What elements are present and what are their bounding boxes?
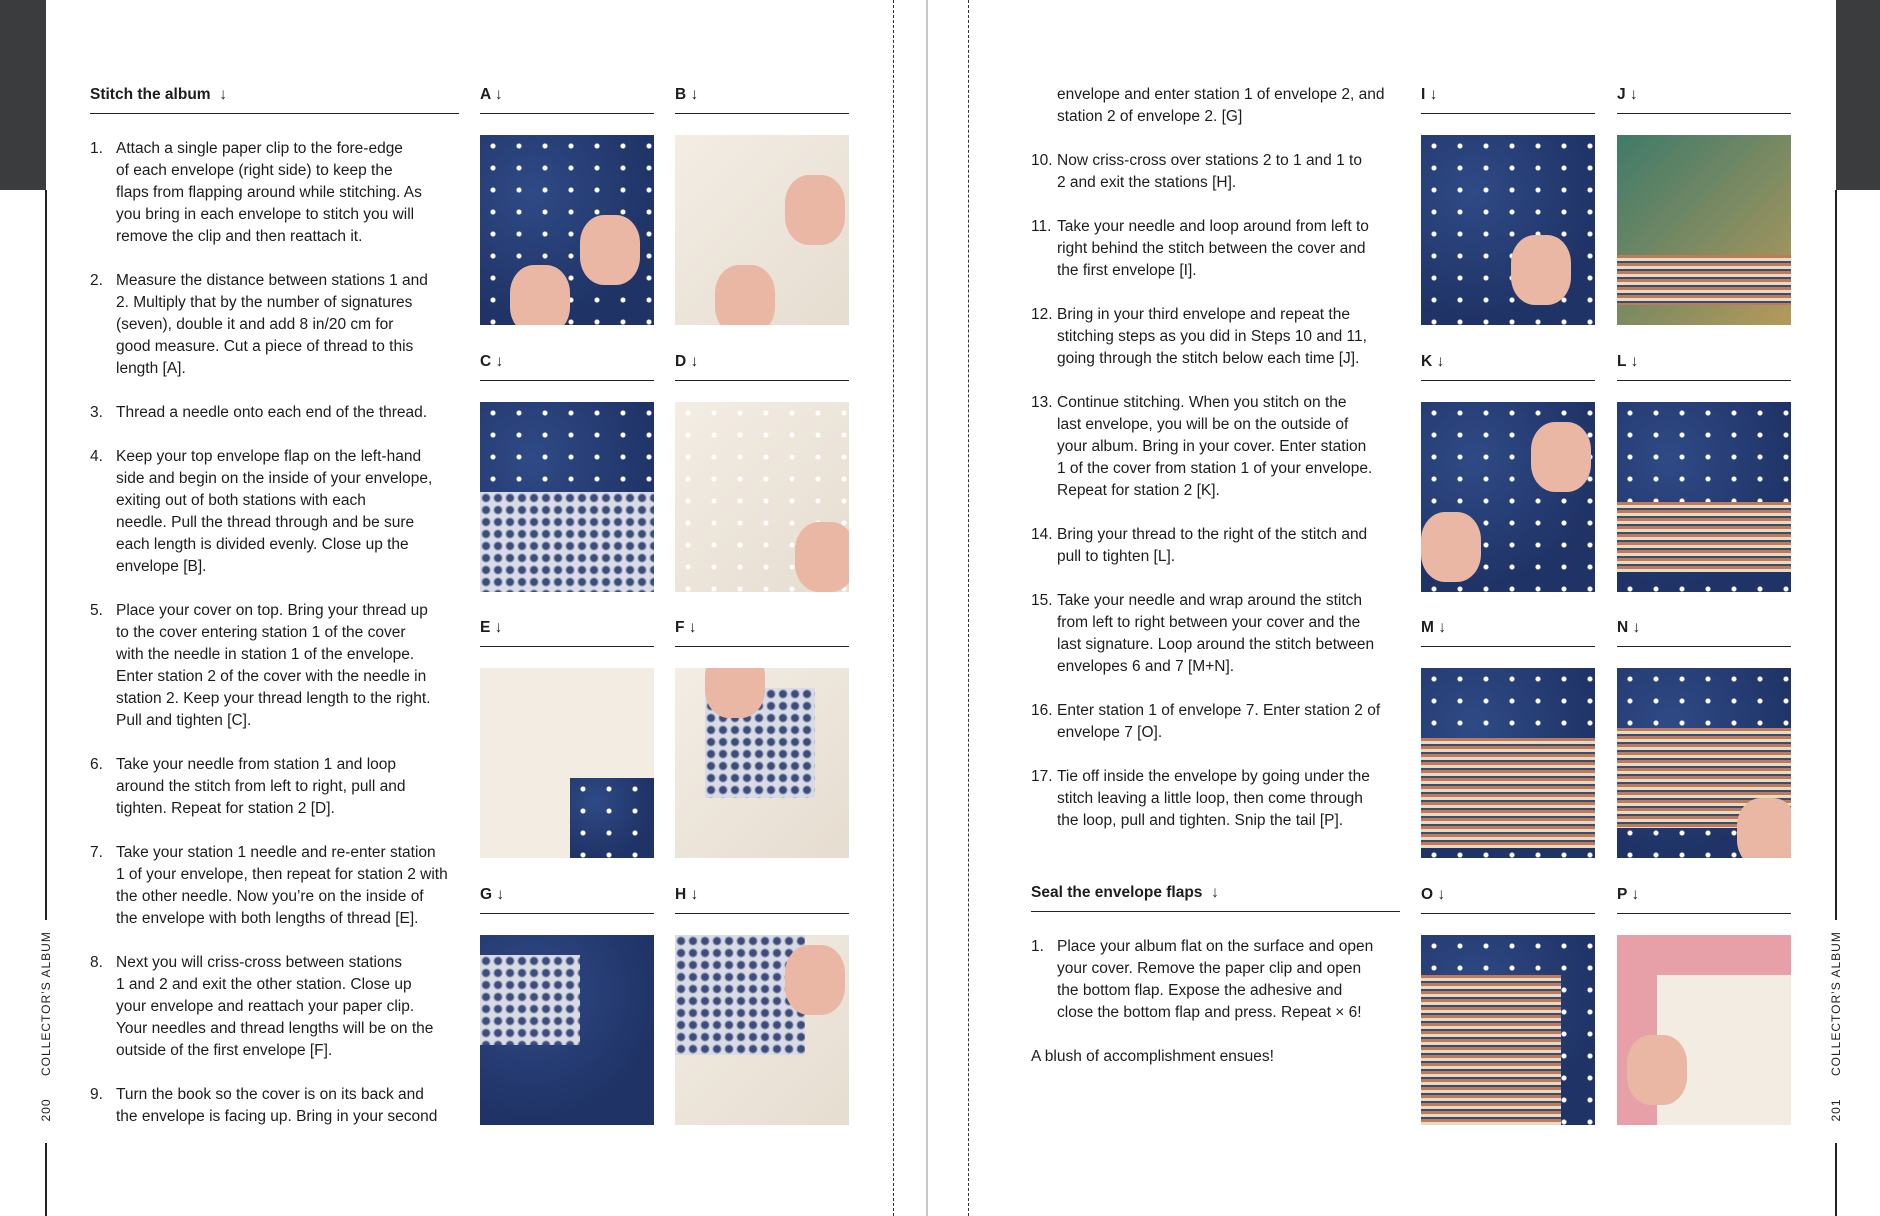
step-text: Turn the book so the cover is on its back and the envelope is facing up. Bring in your second <box>116 1086 438 1125</box>
photo-label: O ↓ <box>1421 884 1595 914</box>
photo-label: D ↓ <box>675 351 849 381</box>
step-text: Take your needle from station 1 and loop around the stitch from left to right, pull and tighten. Repeat for station 2 [D]. <box>116 756 406 817</box>
list-item <box>90 600 459 732</box>
list-item <box>1031 766 1400 832</box>
photo-label: C ↓ <box>480 351 654 381</box>
step-text: Tie off inside the envelope by going under the stitch leaving a little loop, then come through the loop, pull and tighten. Snip the tail [P]. <box>1057 768 1370 829</box>
step-text: Next you will criss-cross between stations 1 and 2 and exit the other station. Close up your envelope and reattach your paper clip. Your needles and thread lengths will be on the outside of the first envelope [F]. <box>116 954 434 1059</box>
photo-label: J ↓ <box>1617 84 1791 114</box>
step-text: Keep your top envelope flap on the left-hand side and begin on the inside of your envelope, exiting out of both stations with each needle. Pull the thread through and be sure each length is divided evenly. Close up the envelope [B]. <box>116 448 433 575</box>
step-9-continued: envelope and enter station 1 of envelope 2, and station 2 of envelope 2. [G] <box>1057 86 1385 125</box>
arrow-down-icon: ↓ <box>219 86 227 103</box>
running-head-left: COLLECTOR’S ALBUM <box>39 931 53 1076</box>
step-list <box>1031 150 1400 832</box>
step-photo <box>1617 351 1791 592</box>
left-text-column <box>90 84 459 1150</box>
step-number: 2. <box>90 272 103 289</box>
step-number: 4. <box>90 448 103 465</box>
list-item <box>90 402 459 424</box>
step-photo <box>480 617 654 858</box>
step-photo <box>480 351 654 592</box>
step-number: 9. <box>90 1086 103 1103</box>
left-margin-rule <box>45 190 47 920</box>
photo-image <box>1421 402 1595 592</box>
list-item <box>90 270 459 380</box>
photo-image <box>480 402 654 592</box>
step-number: 15. <box>1031 592 1053 609</box>
list-item <box>1031 936 1400 1024</box>
step-number: 14. <box>1031 526 1053 543</box>
list-item <box>1031 150 1400 194</box>
step-number: 7. <box>90 844 103 861</box>
photo-image <box>1617 135 1791 325</box>
photo-image <box>1421 935 1595 1125</box>
step-photo <box>1617 884 1791 1125</box>
step-number: 8. <box>90 954 103 971</box>
list-item <box>90 754 459 820</box>
step-text: Enter station 1 of envelope 7. Enter station 2 of envelope 7 [O]. <box>1057 702 1381 741</box>
photo-image <box>675 135 849 325</box>
page-number-left: 200 <box>39 1098 53 1122</box>
step-photo <box>480 84 654 325</box>
photo-label: B ↓ <box>675 84 849 114</box>
step-text: Attach a single paper clip to the fore-edge of each envelope (right side) to keep the flaps from flapping around while stitching. As you bring in each envelope to stitch you will remove the clip and then reattach it. <box>116 140 422 245</box>
step-list <box>1031 936 1400 1024</box>
photo-image <box>675 935 849 1125</box>
photo-label: L ↓ <box>1617 351 1791 381</box>
left-cut-line <box>893 0 894 1216</box>
photo-label: K ↓ <box>1421 351 1595 381</box>
list-item <box>1031 304 1400 370</box>
section-heading <box>1031 882 1400 912</box>
right-cut-line <box>968 0 969 1216</box>
left-page-tab <box>0 0 46 190</box>
photo-image <box>675 402 849 592</box>
step-photo <box>1617 84 1791 325</box>
running-head-right: COLLECTOR’S ALBUM <box>1829 931 1843 1076</box>
step-text: Take your station 1 needle and re-enter station 1 of your envelope, then repeat for station 2 with the other needle. Now you’re on the inside of the envelope with both lengths of thread [E]. <box>116 844 448 927</box>
step-photo <box>1421 351 1595 592</box>
list-item <box>1031 524 1400 568</box>
arrow-down-icon: ↓ <box>1211 884 1219 901</box>
step-text: Now criss-cross over stations 2 to 1 and 1 to 2 and exit the stations [H]. <box>1057 152 1362 191</box>
book-gutter <box>926 0 928 1216</box>
photo-image <box>1617 935 1791 1125</box>
seal-section <box>1031 882 1400 1068</box>
step-photo <box>1421 884 1595 1125</box>
step-text: Take your needle and wrap around the stitch from left to right between your cover and the last signature. Loop around the stitch between envelopes 6 and 7 [M+N]. <box>1057 592 1375 675</box>
closing-line: A blush of accomplishment ensues! <box>1031 1048 1274 1065</box>
photo-image <box>1421 668 1595 858</box>
right-page-tab <box>1836 0 1880 190</box>
list-item <box>90 138 459 248</box>
section-title: Seal the envelope flaps <box>1031 884 1203 901</box>
photo-label: N ↓ <box>1617 617 1791 647</box>
step-number: 13. <box>1031 394 1053 411</box>
step-photo <box>675 351 849 592</box>
step-list <box>90 138 459 1128</box>
step-photo <box>1421 84 1595 325</box>
step-photo <box>480 884 654 1125</box>
step-text: Bring in your third envelope and repeat the stitching steps as you did in Steps 10 and 11, going through the stitch below each time [J]. <box>1057 306 1367 367</box>
photo-image <box>480 935 654 1125</box>
list-item <box>1031 590 1400 678</box>
step-text: Thread a needle onto each end of the thread. <box>116 404 428 421</box>
list-item <box>90 842 459 930</box>
list-item <box>90 1084 459 1128</box>
step-number: 1. <box>1031 938 1044 955</box>
photo-image <box>675 668 849 858</box>
step-photo <box>1617 617 1791 858</box>
photo-label: P ↓ <box>1617 884 1791 914</box>
step-text: Measure the distance between stations 1 and 2. Multiply that by the number of signatures (seven), double it and add 8 in/20 cm for good measure. Cut a piece of thread to this length [A]. <box>116 272 428 377</box>
step-text: Bring your thread to the right of the stitch and pull to tighten [L]. <box>1057 526 1368 565</box>
photo-image <box>1617 402 1791 592</box>
step-number: 1. <box>90 140 103 157</box>
step-number: 12. <box>1031 306 1053 323</box>
photo-label: G ↓ <box>480 884 654 914</box>
step-number: 17. <box>1031 768 1053 785</box>
right-margin-rule <box>1835 190 1837 920</box>
photo-label: H ↓ <box>675 884 849 914</box>
step-text: Place your album flat on the surface and open your cover. Remove the paper clip and open the bottom flap. Expose the adhesive and close the bottom flap and press. Repeat × 6! <box>1057 938 1374 1021</box>
photo-image <box>1421 135 1595 325</box>
photo-label: M ↓ <box>1421 617 1595 647</box>
step-text: Continue stitching. When you stitch on the last envelope, you will be on the outside of your album. Bring in your cover. Enter station 1 of the cover from station 1 of your envelope. Repeat for station 2 [K]. <box>1057 394 1373 499</box>
step-number: 6. <box>90 756 103 773</box>
list-item <box>1031 392 1400 502</box>
photo-image <box>1617 668 1791 858</box>
right-margin-rule-bottom <box>1835 1143 1837 1216</box>
photo-image <box>480 668 654 858</box>
step-photo <box>1421 617 1595 858</box>
section-heading <box>90 84 459 114</box>
step-number: 10. <box>1031 152 1053 169</box>
photo-label: I ↓ <box>1421 84 1595 114</box>
page-number-right: 201 <box>1829 1098 1843 1122</box>
step-text: Take your needle and loop around from left to right behind the stitch between the cover and the first envelope [I]. <box>1057 218 1369 279</box>
list-item <box>1031 216 1400 282</box>
step-photo <box>675 617 849 858</box>
list-item <box>1031 700 1400 744</box>
step-number: 16. <box>1031 702 1053 719</box>
step-photo <box>675 884 849 1125</box>
list-item <box>90 952 459 1062</box>
photo-label: A ↓ <box>480 84 654 114</box>
step-text: Place your cover on top. Bring your thread up to the cover entering station 1 of the cover with the needle in station 1 of the envelope. Enter station 2 of the cover with the needle in station 2. Keep your thread length to the right. Pull and tighten [C]. <box>116 602 431 729</box>
step-number: 3. <box>90 404 103 421</box>
left-margin-rule-bottom <box>45 1143 47 1216</box>
right-text-column <box>1031 84 1400 854</box>
section-title: Stitch the album <box>90 86 211 103</box>
photo-label: E ↓ <box>480 617 654 647</box>
photo-label: F ↓ <box>675 617 849 647</box>
step-number: 11. <box>1031 218 1052 235</box>
list-item <box>90 446 459 578</box>
step-number: 5. <box>90 602 103 619</box>
step-photo <box>675 84 849 325</box>
photo-image <box>480 135 654 325</box>
